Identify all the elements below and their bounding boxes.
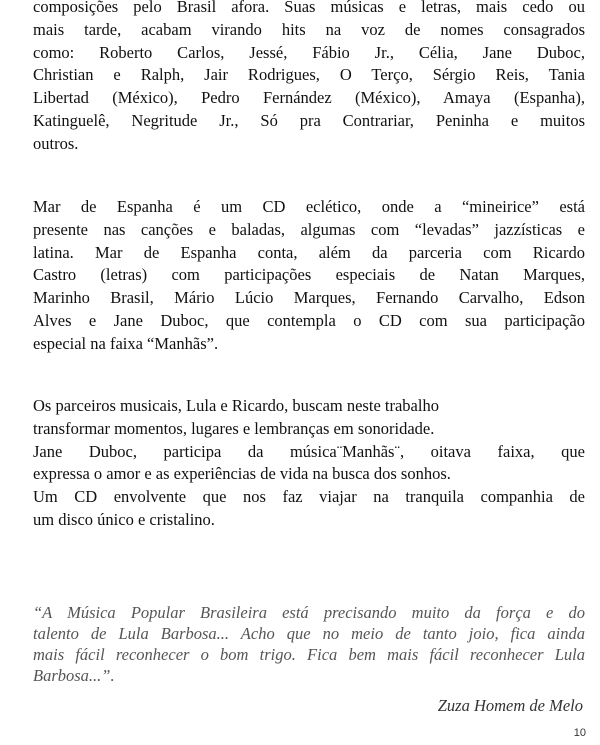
paragraph-artists [33,0,585,156]
paragraph-partners [33,395,585,532]
paragraph-mar-de-espanha [33,196,585,356]
text-line: Katinguelê, Negritude Jr., Só pra Contrariar, Peninha e muitos [33,110,585,130]
text-line: um disco único e cristalino. [33,509,215,529]
text-line: como: Roberto Carlos, Jessé, Fábio Jr., Célia, Jane Duboc, [33,42,585,62]
quote-line: Barbosa...”. [33,666,115,685]
text-line: presente nas canções e baladas, algumas com “levadas” jazzísticas e [33,219,585,239]
text-line: mais tarde, acabam virando hits na voz de nomes consagrados [33,19,585,39]
text-line: composições pelo Brasil afora. Suas músicas e letras, mais cedo ou [33,0,585,16]
text-line: Castro (letras) com participações especiais de Natan Marques, [33,265,585,285]
text-line: Mar de Espanha é um CD eclético, onde a “mineirice” está [33,197,585,216]
text-line: especial na faixa “Manhãs”. [33,333,219,353]
text-line: Libertad (México), Pedro Fernández (México), Amaya (Espanha), [33,88,585,108]
text-line: Marinho Brasil, Mário Lúcio Marques, Fernando Carvalho, Edson [33,288,585,308]
quote-line: “A Música Popular Brasileira está precisando muito da força e do [33,603,585,622]
text-line: Um CD envolvente que nos faz viajar na tranquila companhia de [33,487,585,507]
testimonial-quote [33,602,585,686]
text-line: outros. [33,133,79,153]
text-line: Os parceiros musicais, Lula e Ricardo, buscam neste trabalho [33,396,439,415]
text-line: Jane Duboc, participa da música¨Manhãs¨, oitava faixa, que [33,441,585,461]
quote-line: talento de Lula Barbosa... Acho que no meio de tanto joio, fica ainda [33,624,585,643]
quote-author: Zuza Homem de Melo [437,696,583,715]
text-line: transformar momentos, lugares e lembranças em sonoridade. [33,418,435,438]
quote-line: mais fácil reconhecer o bom trigo. Fica bem mais fácil reconhecer Lula [33,645,585,664]
text-line: Alves e Jane Duboc, que contempla o CD com sua participação [33,310,585,330]
text-line: expressa o amor e as experiências de vida na busca dos sonhos. [33,464,451,484]
text-line: latina. Mar de Espanha conta, além da parceria com Ricardo [33,242,585,262]
text-line: Christian e Ralph, Jair Rodrigues, O Terço, Sérgio Reis, Tania [33,65,585,85]
page-number: 10 [573,727,586,739]
